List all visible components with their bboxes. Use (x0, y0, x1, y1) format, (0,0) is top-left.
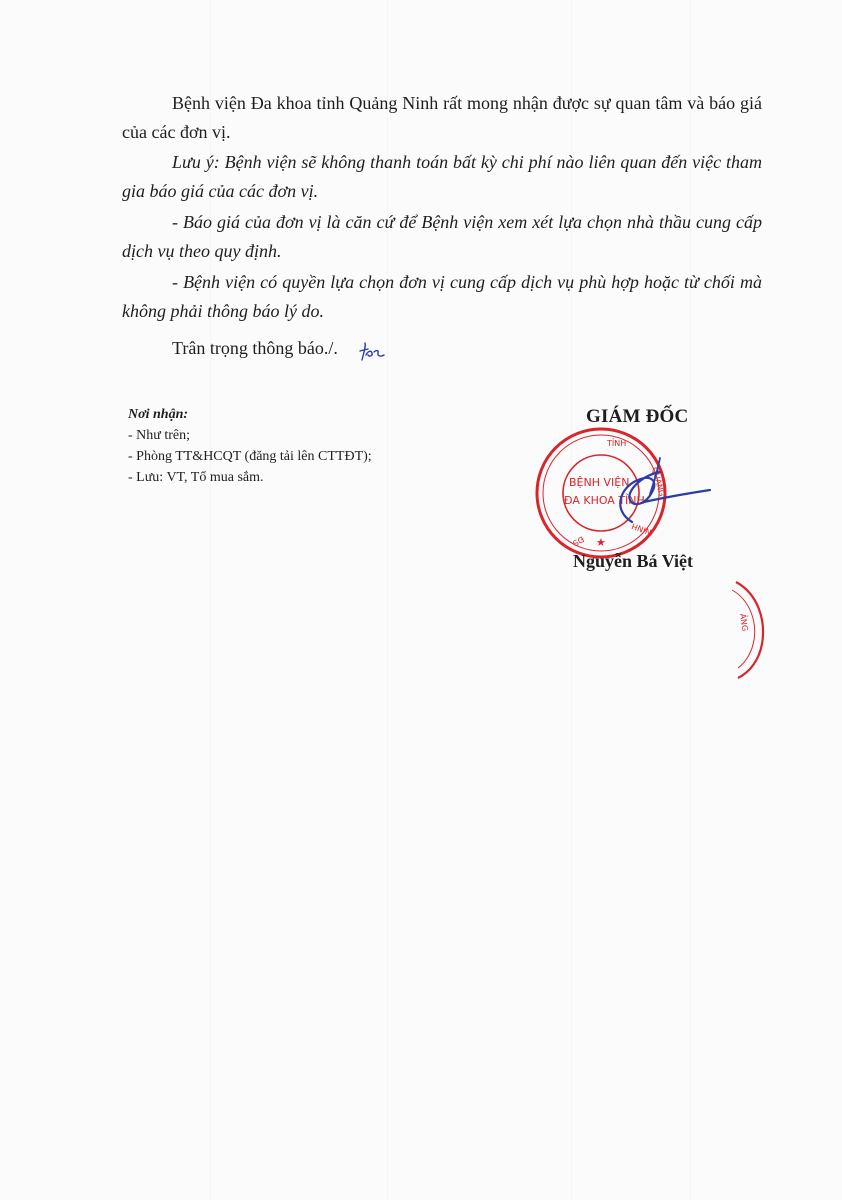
recipient-item: - Lưu: VT, Tổ mua sắm. (128, 470, 264, 485)
recipient-item: - Phòng TT&HCQT (đăng tải lên CTTĐT); (128, 449, 372, 464)
handwritten-initial-icon (357, 340, 391, 366)
recipient-item: - Như trên; (128, 428, 191, 443)
body-paragraph: Bệnh viện Đa khoa tỉnh Quảng Ninh rất mong nhận được sự quan tâm và báo giá của các đơn vị. (122, 93, 762, 142)
seal-ring-ornament: ĐS (571, 534, 586, 548)
seal-ring-right: QUẢNG (650, 466, 667, 498)
signatory-name: Nguyễn Bá Việt (573, 551, 694, 571)
note-paragraph: - Báo giá của đơn vị là căn cứ để Bệnh viện xem xét lựa chọn nhà thầu cung cấp dịch vụ theo quy định. (122, 212, 762, 261)
seal-star-icon: ★ (596, 536, 606, 549)
note-paragraph: Lưu ý: Bệnh viện sẽ không thanh toán bất kỳ chi phí nào liên quan đến việc tham gia báo giá của các đơn vị. (122, 152, 762, 201)
signatory-title: GIÁM ĐỐC (586, 406, 689, 427)
recipients-block (128, 404, 372, 488)
edge-seal-text: ẢNG (738, 613, 750, 632)
note-paragraph: - Bệnh viện có quyền lựa chọn đơn vị cung cấp dịch vụ phù hợp hoặc từ chối mà không phải thông báo lý do. (122, 272, 762, 321)
handwritten-signature-icon (572, 452, 714, 537)
closing-line: Trân trọng thông báo./. (172, 338, 338, 358)
seal-ring-bottom: NINH (630, 521, 653, 537)
recipients-title: Nơi nhận: (128, 407, 189, 422)
seal-ring-top: TỈNH (607, 439, 627, 448)
seal-center-line: BỆNH VIỆN (569, 476, 630, 489)
edge-seal-icon (728, 580, 768, 680)
seal-center-line: ĐA KHOA TỈNH (564, 494, 645, 507)
